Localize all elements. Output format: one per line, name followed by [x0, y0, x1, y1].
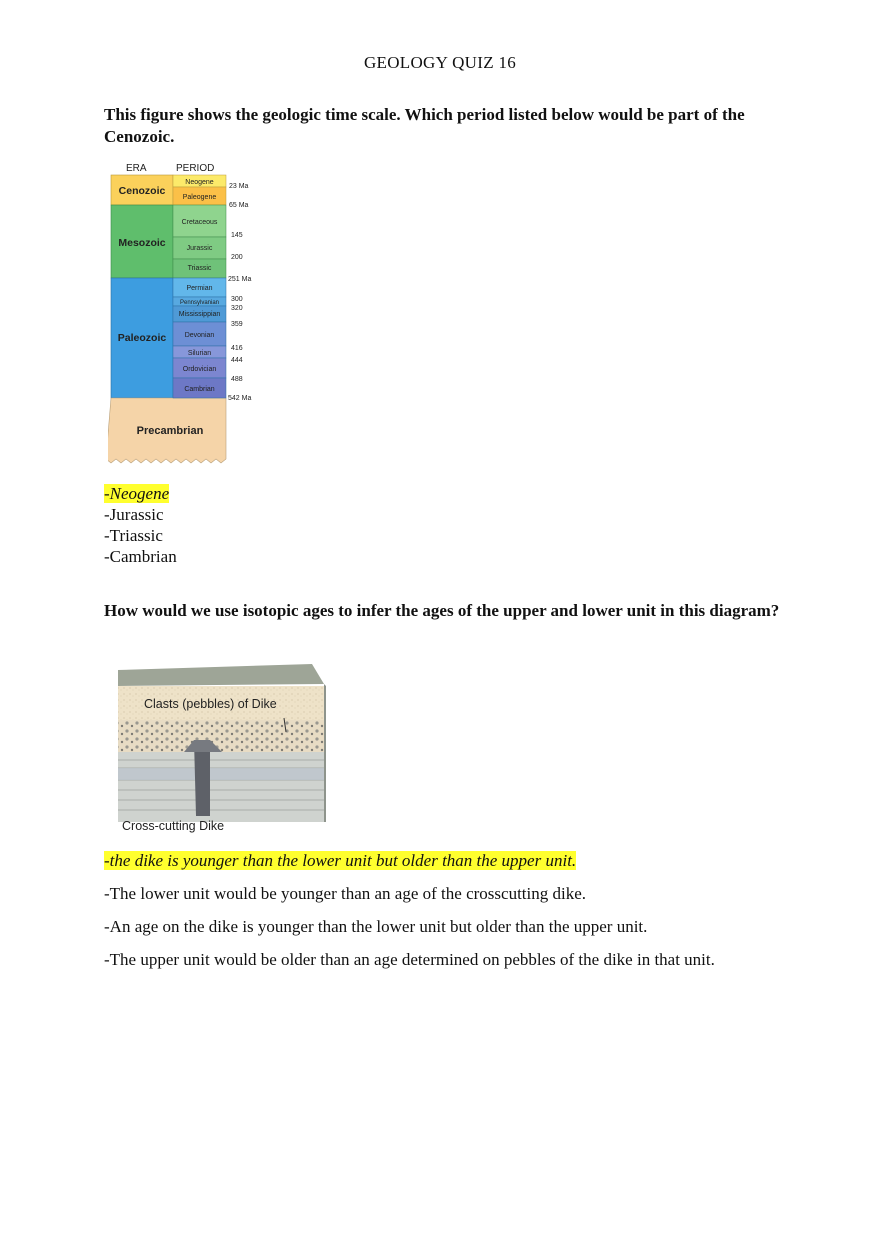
period-label-silurian: Silurian — [187, 350, 212, 357]
q1-option-3[interactable]: -Triassic — [104, 526, 163, 545]
q2-option-1-prefix: - — [104, 851, 110, 870]
q2-option-2[interactable]: -The lower unit would be younger than an age of the crosscutting dike. — [104, 884, 587, 903]
age-label-359: 359 — [231, 321, 243, 328]
era-label-paleozoic: Paleozoic — [117, 332, 167, 344]
era-label-mesozoic: Mesozoic — [118, 237, 166, 249]
label-clasts-of-dike: Clasts (pebbles) of Dike — [144, 697, 277, 711]
label-cross-cutting-dike: Cross-cutting Dike — [122, 819, 225, 833]
age-label-320: 320 — [231, 305, 243, 312]
era-label-precambrian: Precambrian — [136, 425, 204, 437]
q1-option-1-text: -Neogene — [104, 484, 170, 503]
q2-option-1-text: the dike is younger than the lower unit but older than the upper unit. — [109, 851, 577, 870]
cross-cutting-dike-figure — [104, 656, 330, 838]
age-label-251: 251 Ma — [228, 276, 252, 283]
age-label-488: 488 — [231, 376, 243, 383]
period-label-jurassic: Jurassic — [186, 245, 213, 252]
q1-option-4[interactable]: -Cambrian — [104, 547, 177, 566]
q1-option-2[interactable]: -Jurassic — [104, 505, 164, 524]
period-label-neogene: Neogene — [185, 179, 214, 186]
age-label-23: 23 Ma — [229, 183, 249, 190]
top-surface — [118, 664, 324, 686]
period-label-devonian: Devonian — [184, 332, 215, 339]
question-1-prompt: This figure shows the geologic time scale. Which period listed below would be part of the Cenozoic. — [104, 105, 745, 146]
q2-option-4[interactable]: -The upper unit would be older than an age determined on pebbles of the dike in that unit. — [104, 950, 715, 969]
period-label-ordovician: Ordovician — [182, 366, 217, 373]
age-label-200: 200 — [231, 254, 243, 261]
age-label-145: 145 — [231, 232, 243, 239]
age-label-65: 65 Ma — [229, 202, 249, 209]
q2-option-3[interactable]: -An age on the dike is younger than the lower unit but older than the upper unit. — [104, 917, 648, 936]
period-label-mississippian: Mississippian — [178, 311, 221, 318]
question-2-prompt: How would we use isotopic ages to infer the ages of the upper and lower unit in this diagram? — [104, 601, 780, 620]
q1-option-1[interactable] — [104, 483, 169, 504]
era-header: ERA — [126, 163, 147, 174]
period-label-triassic: Triassic — [187, 265, 212, 272]
period-header: PERIOD — [176, 163, 215, 174]
period-label-paleogene: Paleogene — [182, 194, 217, 201]
lower-unit-layer — [118, 752, 324, 822]
q2-option-1[interactable] — [104, 850, 576, 871]
age-label-542: 542 Ma — [228, 395, 252, 402]
pebble-layer — [118, 720, 324, 752]
geologic-time-scale-figure — [108, 157, 263, 469]
age-label-444: 444 — [231, 357, 243, 364]
period-label-cretaceous: Cretaceous — [181, 219, 218, 226]
period-label-cambrian: Cambrian — [184, 386, 215, 393]
period-label-pennsylvanian: Pennsylvanian — [179, 300, 220, 306]
era-label-cenozoic: Cenozoic — [118, 185, 166, 197]
period-label-permian: Permian — [186, 285, 213, 292]
age-label-300: 300 — [231, 296, 243, 303]
age-label-416: 416 — [231, 345, 243, 352]
page-title: GEOLOGY QUIZ 16 — [363, 53, 517, 72]
